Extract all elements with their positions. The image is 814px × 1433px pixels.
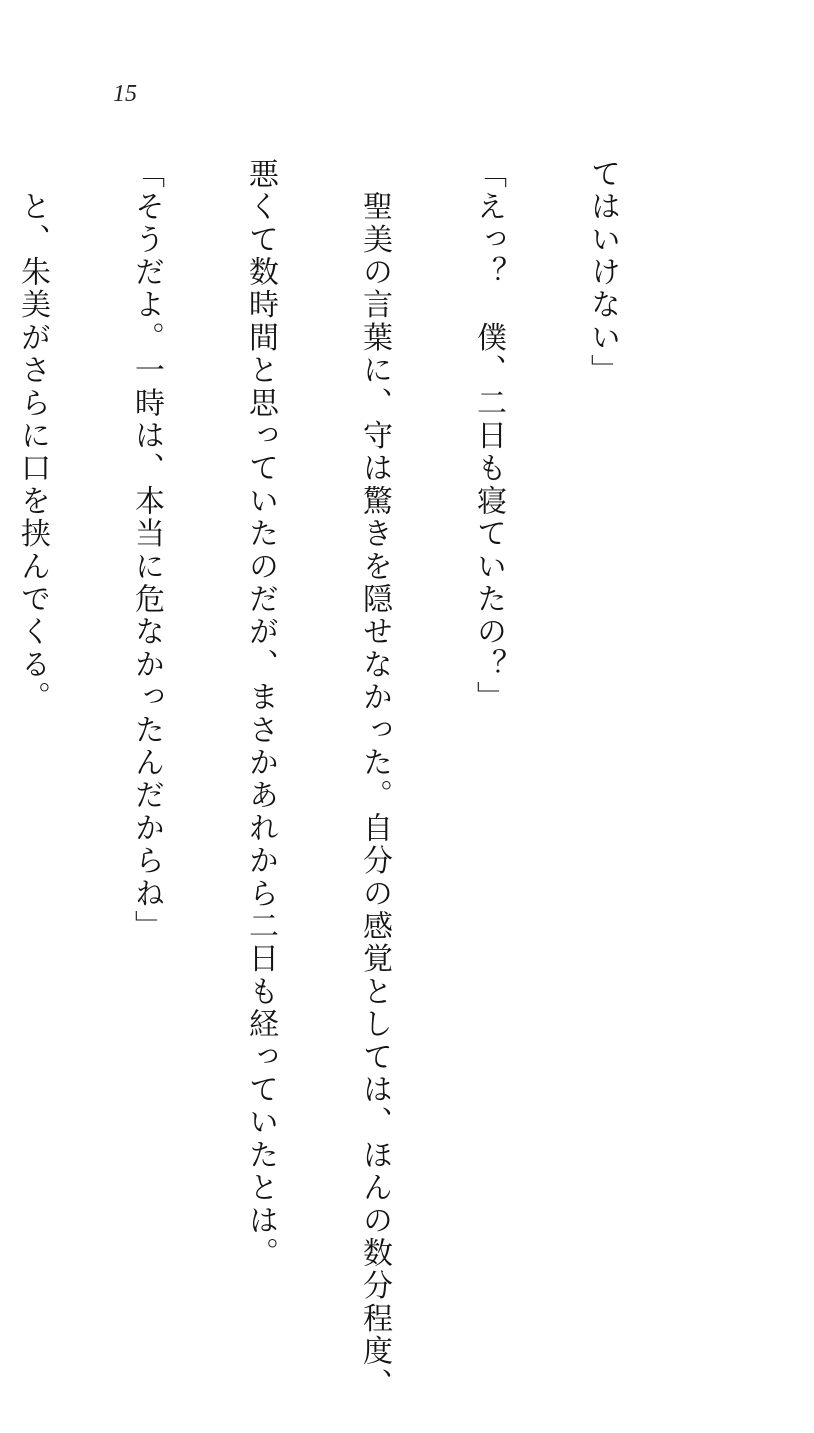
text-line: てはいけない」 xyxy=(585,158,620,387)
text-line: 「えっ？ 僕、二日も寝ていたの？」 xyxy=(471,158,506,714)
page-number: 15 xyxy=(113,81,137,107)
text-line: 「そうだよ。一時は、本当に危なかったんだからね」 xyxy=(129,158,164,943)
text-line: 悪くて数時間と思っていたのだが、まさかあれから二日も経っていたとは。 xyxy=(243,158,278,1270)
text-line: と、朱美がさらに口を挟んでくる。 xyxy=(15,158,50,714)
text-line: 聖美の言葉に、守は驚きを隠せなかった。自分の感覚としては、ほんの数分程度、 xyxy=(357,158,392,1401)
novel-text-block xyxy=(15,158,697,1401)
